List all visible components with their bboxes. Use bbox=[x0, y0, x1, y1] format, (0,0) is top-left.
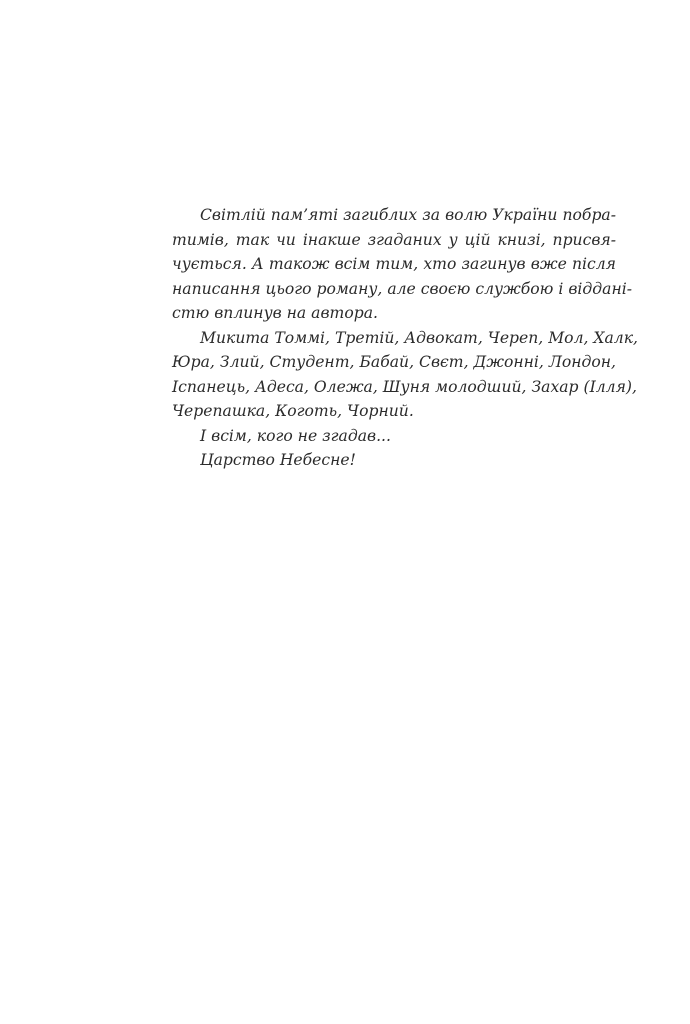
dedication-paragraph-2 bbox=[172, 326, 639, 424]
text-line: тимів, так чи інакше згаданих у цій книзі, присвя- bbox=[172, 230, 616, 249]
text-line: Іспанець, Адеса, Олежа, Шуня молодший, Захар (Ілля), bbox=[172, 377, 637, 396]
text-line: стю вплинув на автора. bbox=[172, 304, 378, 322]
text-line: Микита Томмі, Третій, Адвокат, Череп, Мол, Халк, bbox=[200, 328, 639, 347]
text-line: Черепашка, Коготь, Чорний. bbox=[172, 402, 414, 420]
text-line: чується. А також всім тим, хто загинув вже після bbox=[172, 255, 616, 273]
dedication-text bbox=[172, 203, 639, 473]
dedication-paragraph-1 bbox=[172, 203, 632, 326]
text-line: Юра, Злий, Студент, Бабай, Свєт, Джонні, Лондон, bbox=[172, 353, 616, 371]
text-line: написання цього роману, але своєю службою і віддані- bbox=[172, 279, 632, 298]
text-line: Світлій пам’яті загиблих за волю України побра- bbox=[200, 206, 616, 224]
dedication-paragraph-3: І всім, кого не згадав... bbox=[200, 426, 391, 445]
dedication-paragraph-4: Царство Небесне! bbox=[200, 451, 356, 469]
